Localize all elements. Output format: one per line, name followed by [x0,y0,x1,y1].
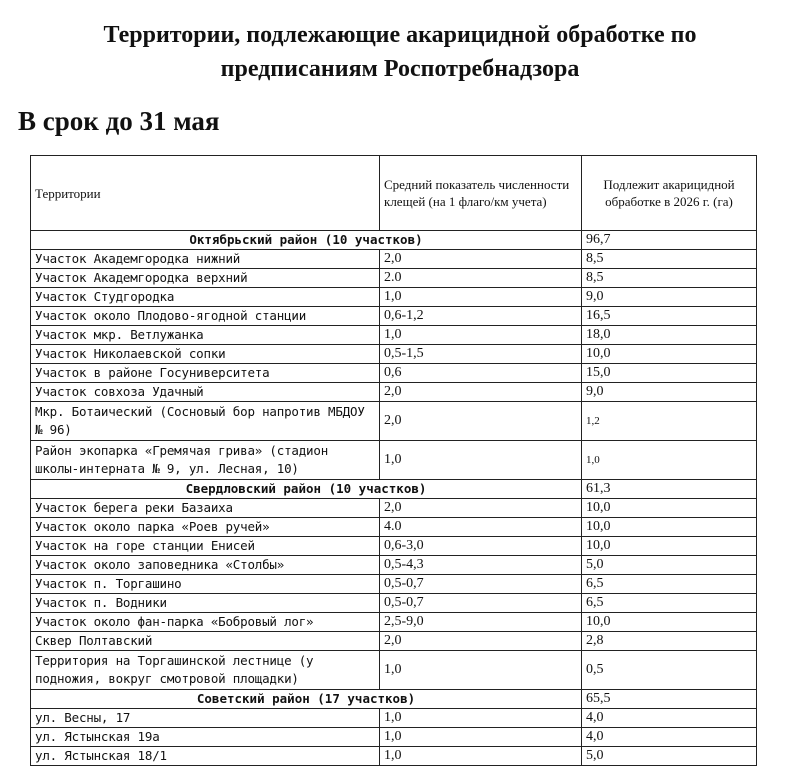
avg-ticks-value: 1,0 [380,441,582,480]
district-total: 65,5 [582,690,757,709]
table-row [31,728,757,747]
table-row [31,613,757,632]
avg-ticks-value: 2,0 [380,383,582,402]
table-row [31,345,757,364]
avg-ticks-value: 1,0 [380,709,582,728]
territory-name: Участок Академгородка верхний [31,269,380,288]
territory-name: Мкр. Ботаический (Сосновый бор напротив МБДОУ № 96) [31,402,380,441]
avg-ticks-value: 2,0 [380,250,582,269]
area-value: 4,0 [582,709,757,728]
territory-name: Участок берега реки Базаиха [31,499,380,518]
territory-name: Район экопарка «Гремячая грива» (стадион школы-интерната № 9, ул. Лесная, 10) [31,441,380,480]
area-value: 18,0 [582,326,757,345]
header-territory: Территории [31,156,380,231]
avg-ticks-value: 2.0 [380,269,582,288]
area-value: 4,0 [582,728,757,747]
table-row [31,326,757,345]
district-total: 96,7 [582,231,757,250]
territory-name: Участок Академгородка нижний [31,250,380,269]
table-row [31,709,757,728]
territory-name: Участок п. Водники [31,594,380,613]
territory-name: Участок в районе Госуниверситета [31,364,380,383]
avg-ticks-value: 0,5-0,7 [380,575,582,594]
district-row [31,231,757,250]
document-title-line-1: Территории, подлежающие акарицидной обработке по [103,22,697,48]
territory-name: Участок совхоза Удачный [31,383,380,402]
table-body [31,231,757,766]
area-value: 6,5 [582,594,757,613]
table-row [31,594,757,613]
avg-ticks-value: 1,0 [380,747,582,766]
avg-ticks-value: 0,6 [380,364,582,383]
territory-name: Участок около парка «Роев ручей» [31,518,380,537]
area-value: 10,0 [582,345,757,364]
area-value: 10,0 [582,537,757,556]
table-row [31,288,757,307]
area-value: 5,0 [582,747,757,766]
area-value: 1,0 [582,441,757,480]
avg-ticks-value: 1,0 [380,326,582,345]
area-value: 1,2 [582,402,757,441]
deadline-heading: В срок до 31 мая [18,106,220,136]
table-row [31,250,757,269]
territory-name: Участок около Плодово-ягодной станции [31,307,380,326]
avg-ticks-value: 2,0 [380,632,582,651]
area-value: 9,0 [582,383,757,402]
area-value: 15,0 [582,364,757,383]
area-value: 10,0 [582,613,757,632]
territory-name: Участок около фан-парка «Бобровый лог» [31,613,380,632]
territory-name: Участок мкр. Ветлужанка [31,326,380,345]
table-row [31,518,757,537]
area-value: 6,5 [582,575,757,594]
avg-ticks-value: 0,5-4,3 [380,556,582,575]
table-row [31,747,757,766]
area-value: 5,0 [582,556,757,575]
avg-ticks-value: 1,0 [380,288,582,307]
district-total: 61,3 [582,480,757,499]
avg-ticks-value: 2,0 [380,402,582,441]
area-value: 9,0 [582,288,757,307]
document-title-line-2: предписаниям Роспотребнадзора [220,56,580,82]
header-area: Подлежит акарицидной обработке в 2026 г. (га) [582,156,757,231]
table-row [31,632,757,651]
table-row [31,499,757,518]
territory-name: Участок Николаевской сопки [31,345,380,364]
territory-name: Участок на горе станции Енисей [31,537,380,556]
area-value: 10,0 [582,499,757,518]
area-value: 10,0 [582,518,757,537]
table-row [31,441,757,480]
table-row [31,575,757,594]
district-row [31,480,757,499]
table-row [31,307,757,326]
avg-ticks-value: 1,0 [380,651,582,690]
avg-ticks-value: 0,6-3,0 [380,537,582,556]
table-row [31,556,757,575]
territory-name: ул. Весны, 17 [31,709,380,728]
territory-name: Участок около заповедника «Столбы» [31,556,380,575]
table-row [31,383,757,402]
territory-name: Сквер Полтавский [31,632,380,651]
avg-ticks-value: 1,0 [380,728,582,747]
territory-name: ул. Ястынская 18/1 [31,747,380,766]
avg-ticks-value: 2,5-9,0 [380,613,582,632]
area-value: 0,5 [582,651,757,690]
territory-name: Территория на Торгашинской лестнице (у подножия, вокруг смотровой площадки) [31,651,380,690]
territory-name: Участок Студгородка [31,288,380,307]
table-row [31,269,757,288]
area-value: 8,5 [582,269,757,288]
avg-ticks-value: 4.0 [380,518,582,537]
table-row [31,537,757,556]
table-header-row [31,156,757,231]
area-value: 8,5 [582,250,757,269]
territory-name: Участок п. Торгашино [31,575,380,594]
territories-table [30,155,757,766]
avg-ticks-value: 0,5-0,7 [380,594,582,613]
avg-ticks-value: 2,0 [380,499,582,518]
area-value: 2,8 [582,632,757,651]
table-row [31,651,757,690]
district-name: Октябрьский район (10 участков) [31,231,582,250]
document-title [0,18,800,86]
header-avg-ticks: Средний показатель численности клещей (на 1 флаго/км учета) [380,156,582,231]
district-row [31,690,757,709]
avg-ticks-value: 0,5-1,5 [380,345,582,364]
area-value: 16,5 [582,307,757,326]
district-name: Свердловский район (10 участков) [31,480,582,499]
table-row [31,402,757,441]
district-name: Советский район (17 участков) [31,690,582,709]
table-row [31,364,757,383]
territory-name: ул. Ястынская 19а [31,728,380,747]
avg-ticks-value: 0,6-1,2 [380,307,582,326]
